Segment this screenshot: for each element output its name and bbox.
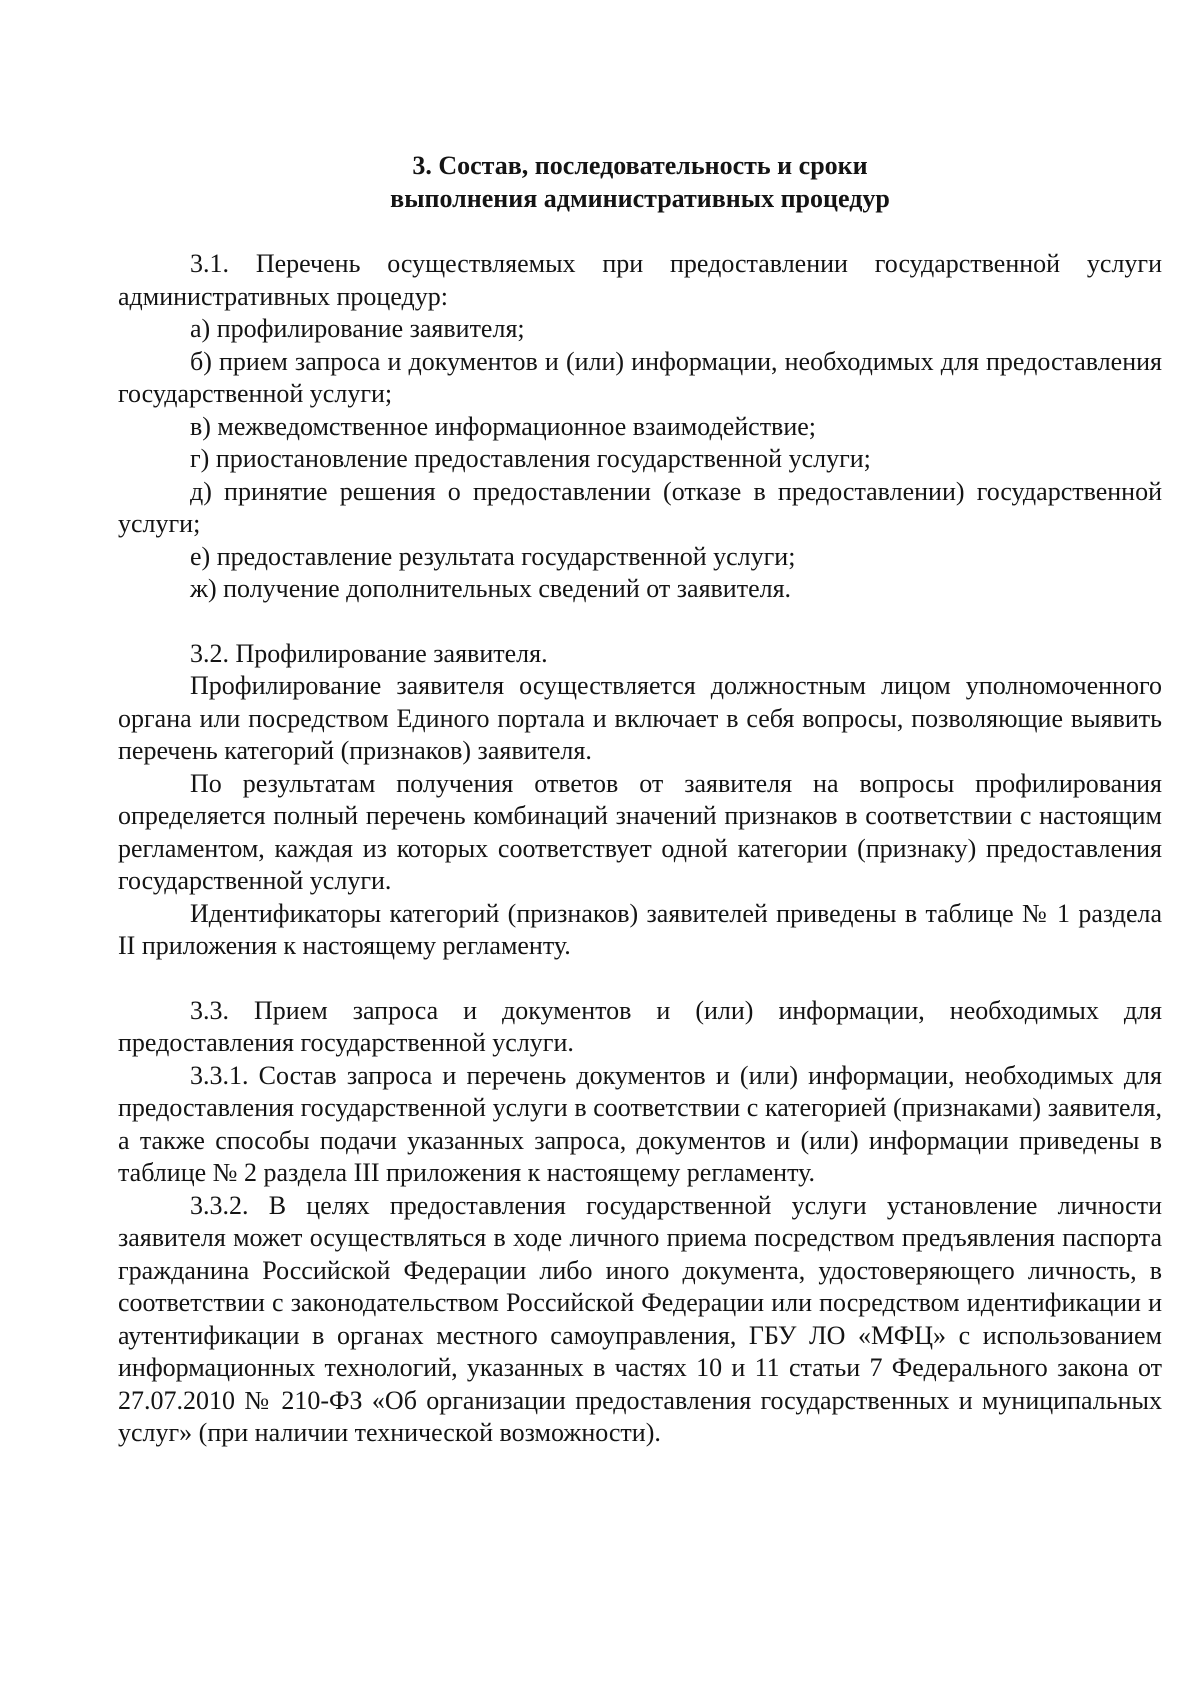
clause-3-2-paragraph: Идентификаторы категорий (признаков) заявителей приведены в таблице № 1 раздела II приложения к настоящему регламенту. — [118, 898, 1162, 960]
clause-3-2-title: 3.2. Профилирование заявителя. — [190, 638, 548, 668]
document-body — [118, 150, 1162, 1450]
section-title-line-1: 3. Состав, последовательность и сроки — [412, 151, 868, 180]
paragraph-gap — [118, 606, 1162, 638]
list-item-e: е) предоставление результата государственной услуги; — [190, 541, 796, 571]
list-item-v: в) межведомственное информационное взаимодействие; — [190, 411, 817, 441]
list-item-b: б) прием запроса и документов и (или) информации, необходимых для предоставления государственной услуги; — [118, 346, 1162, 408]
section-heading — [118, 150, 1162, 215]
clause-3-2-paragraph: Профилирование заявителя осуществляется должностным лицом уполномоченного органа или посредством Единого портала и включает в себя вопросы, позволяющие выявить перечень категорий (признаков) заявителя. — [118, 671, 1162, 765]
clause-3-3-2: 3.3.2. В целях предоставления государственной услуги установление личности заявителя может осуществляться в ходе личного приема посредством предъявления паспорта гражданина Российской Федерации либо иного документа, удостоверяющего личность, в соответствии с законодательством Российской Федерации или посредством идентификации и аутентификации в органах местного самоуправления, ГБУ ЛО «МФЦ» с использованием информационных технологий, указанных в частях 10 и 11 статьи 7 Федерального закона от 27.07.2010 № 210-ФЗ «Об организации предоставления государственных и муниципальных услуг» (при наличии технической возможности). — [118, 1190, 1162, 1447]
list-item-zh: ж) получение дополнительных сведений от заявителя. — [190, 574, 792, 603]
clause-3-3-title: 3.3. Прием запроса и документов и (или) информации, необходимых для предоставления государственной услуги. — [118, 995, 1162, 1057]
clause-3-3-1: 3.3.1. Состав запроса и перечень документов и (или) информации, необходимых для предоставления государственной услуги в соответствии с категорией (признаками) заявителя, а также способы подачи указанных запроса, документов и (или) информации приведены в таблице № 2 раздела III приложения к настоящему регламенту. — [118, 1060, 1162, 1187]
clause-3-2-paragraph: По результатам получения ответов от заявителя на вопросы профилирования определяется полный перечень комбинаций значений признаков в соответствии с настоящим регламентом, каждая из которых соответствует одной категории (признаку) предоставления государственной услуги. — [118, 768, 1162, 895]
clause-3-1-intro: 3.1. Перечень осуществляемых при предоставлении государственной услуги административных процедур: — [118, 249, 1162, 311]
list-item-g: г) приостановление предоставления государственной услуги; — [190, 444, 871, 473]
section-title-line-2: выполнения административных процедур — [390, 183, 890, 213]
paragraph-gap — [118, 963, 1162, 995]
list-item-a: а) профилирование заявителя; — [190, 314, 525, 343]
list-item-d: д) принятие решения о предоставлении (отказе в предоставлении) государственной услуги; — [118, 476, 1162, 538]
